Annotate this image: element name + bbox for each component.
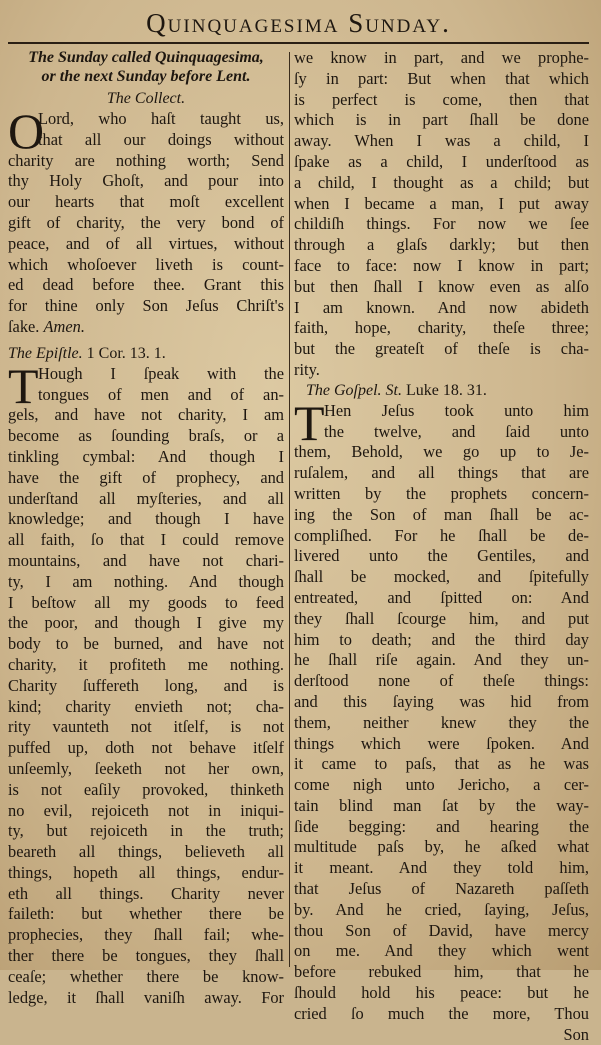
text-line	[294, 650, 589, 671]
epistle-continuation	[294, 48, 589, 381]
text-line-content: I am known. And now abideth	[294, 297, 589, 317]
text-line-content: underſtand all myſteries, and all	[8, 488, 284, 508]
gospel-reference: Luke 18. 31.	[406, 381, 487, 399]
text-line-content: cried ſo much the more, Thou	[294, 1003, 589, 1023]
text-line	[38, 385, 284, 406]
text-line	[38, 109, 284, 130]
text-line	[294, 921, 589, 942]
text-line	[294, 360, 589, 381]
text-line	[8, 676, 284, 697]
text-line	[294, 796, 589, 817]
text-line-content: ing the Son of man ſhall be ac-	[294, 504, 589, 524]
text-line-content: it came to paſs, that as he was	[294, 754, 589, 774]
text-line	[8, 275, 284, 296]
text-line-content: and this ſaying was hid from	[294, 691, 589, 711]
text-line-content: unſeemly, ſeeketh not her own,	[8, 758, 284, 778]
gospel-heading	[306, 381, 589, 401]
text-line-content: come nigh unto Jericho, a cer-	[294, 775, 589, 795]
text-line	[294, 505, 589, 526]
text-line	[8, 405, 284, 426]
text-line	[8, 593, 284, 614]
text-line-content: peace, and of all virtues, without	[8, 233, 284, 253]
text-line	[294, 298, 589, 319]
column-divider	[289, 52, 290, 967]
text-line	[8, 904, 284, 925]
text-line	[294, 194, 589, 215]
catchword: Son	[563, 1024, 589, 1044]
text-line	[8, 988, 284, 1009]
epistle-text	[8, 357, 284, 1009]
text-line	[294, 339, 589, 360]
text-line-content: tain blind man ſat by the way-	[294, 795, 589, 815]
text-line	[8, 234, 284, 255]
collect-dropcap: O	[8, 103, 45, 159]
text-line-content: on me. And they which went	[294, 941, 589, 961]
text-line	[294, 152, 589, 173]
text-line-content: tongues of men and of an-	[38, 384, 284, 404]
text-line	[294, 442, 589, 463]
text-line-content: but then ſhall I know even as alſo	[294, 276, 589, 296]
text-line	[8, 780, 284, 801]
text-line	[8, 572, 284, 593]
text-line-content: ed dead before thee. Grant this	[8, 275, 284, 295]
text-line-content: have the gift of prophecy, and	[8, 467, 284, 487]
text-line	[294, 837, 589, 858]
text-line-content: eth all things. Charity never	[8, 883, 284, 903]
text-line-content: thou Son of David, have mercy	[294, 920, 589, 940]
gospel-text	[294, 394, 589, 1025]
text-line	[294, 754, 589, 775]
text-line	[294, 277, 589, 298]
text-line-content: ſake.	[8, 316, 40, 336]
gospel-dropcap: T	[294, 394, 325, 451]
text-line	[8, 489, 284, 510]
text-line	[8, 530, 284, 551]
text-line	[8, 551, 284, 572]
text-line-content: ruſalem, and all things that are	[294, 463, 589, 483]
text-line-content: Hough I ſpeak with the	[38, 363, 284, 383]
sunday-title	[8, 48, 284, 86]
text-line-content: faith, hope, charity, theſe three;	[294, 318, 589, 338]
text-line	[38, 130, 284, 151]
text-line	[8, 759, 284, 780]
text-line	[294, 110, 589, 131]
text-line	[8, 655, 284, 676]
text-line	[294, 671, 589, 692]
text-line	[8, 447, 284, 468]
text-line-content: them, neither knew they the	[294, 712, 589, 732]
text-line-content: a child, I thought as a child; but	[294, 172, 589, 192]
text-line	[8, 738, 284, 759]
text-line-content: which is in part ſhall be done	[294, 110, 589, 130]
text-line	[294, 941, 589, 962]
text-line-content: charity are nothing worth; Send	[8, 150, 284, 170]
text-line-content: he ſhall riſe again. And they un-	[294, 650, 589, 670]
text-line-content: Lord, who haſt taught us,	[38, 109, 284, 128]
text-line-content: no evil, rejoiceth not in iniqui-	[8, 800, 284, 820]
text-line-content: ceaſe; whether there be know-	[8, 966, 284, 986]
text-line	[8, 151, 284, 172]
text-line-content: written by the prophets concern-	[294, 483, 589, 503]
text-line-content: beareth all things, believeth all	[8, 842, 284, 862]
text-line	[294, 692, 589, 713]
text-line-content: kind; charity envieth not; cha-	[8, 696, 284, 716]
text-line-content: knowledge; and though I have	[8, 509, 284, 529]
text-line	[294, 879, 589, 900]
epistle-heading-label: The Epiſtle.	[8, 344, 83, 362]
text-line-content: away. When I was a child, I	[294, 131, 589, 151]
text-line	[294, 173, 589, 194]
text-line-content: derſtood none of theſe things:	[294, 671, 589, 691]
text-line	[8, 255, 284, 276]
text-line-content: by. And he cried, ſaying, Jeſus,	[294, 899, 589, 919]
text-line-content: things, hopeth all things, endur-	[8, 862, 284, 882]
text-line-content: all faith, ſo that I could remove	[8, 530, 284, 550]
text-line	[8, 317, 284, 338]
text-line	[8, 884, 284, 905]
text-line	[294, 609, 589, 630]
text-line-content: ſhould hold his peace: but he	[294, 983, 589, 1003]
text-line-content: the twelve, and ſaid unto	[324, 421, 589, 441]
text-line	[294, 567, 589, 588]
text-line	[294, 256, 589, 277]
text-line-content: it meant. And they told him,	[294, 858, 589, 878]
text-line	[8, 509, 284, 530]
text-line	[294, 318, 589, 339]
text-line-content: ſhall be mocked, and ſpitefully	[294, 567, 589, 587]
text-line	[294, 817, 589, 838]
text-line	[8, 801, 284, 822]
text-line-content: is not eaſily provoked, thinketh	[8, 779, 284, 799]
text-line-content: we know in part, and we prophe-	[294, 48, 589, 67]
text-line	[8, 192, 284, 213]
text-line	[294, 630, 589, 651]
left-column	[8, 48, 284, 1008]
text-line	[294, 900, 589, 921]
amen: Amen.	[43, 316, 85, 336]
text-line-content: charity, it profiteth me nothing.	[8, 654, 284, 674]
text-line-content: them, Behold, we go up to Je-	[294, 442, 589, 462]
collect-text	[8, 103, 284, 338]
text-line	[294, 214, 589, 235]
text-line	[294, 962, 589, 983]
text-line	[8, 613, 284, 634]
text-line	[294, 69, 589, 90]
text-line	[8, 842, 284, 863]
text-line	[294, 775, 589, 796]
text-line-content: for thine only Son Jeſus Chriſt's	[8, 296, 284, 316]
text-line	[294, 858, 589, 879]
text-line-content: they ſhall ſcourge him, and put	[294, 608, 589, 628]
text-line-content: childiſh things. For now we ſee	[294, 214, 589, 234]
text-line	[294, 484, 589, 505]
text-line-content: prophecies, they ſhall fail; whe-	[8, 925, 284, 945]
text-line-content: multitude paſs by, he aſked what	[294, 837, 589, 857]
text-line-content: is perfect is come, then that	[294, 89, 589, 109]
text-line-content: Hen Jeſus took unto him	[324, 400, 589, 420]
text-line	[8, 863, 284, 884]
text-line-content: things which were ſpoken. And	[294, 733, 589, 753]
text-line	[8, 171, 284, 192]
text-line-content: face to face: now I know in part;	[294, 255, 589, 275]
text-line	[294, 131, 589, 152]
text-line	[8, 634, 284, 655]
text-line-content: I beſtow all my goods to feed	[8, 592, 284, 612]
text-line-content: faileth: but whether there be	[8, 904, 284, 924]
text-line	[294, 90, 589, 111]
text-line-content: him to death; and the third day	[294, 629, 589, 649]
text-line	[324, 422, 589, 443]
text-line	[294, 48, 589, 69]
text-line-content: ſpake as a child, I underſtood as	[294, 151, 589, 171]
text-line-content: the poor, and though I give my	[8, 613, 284, 633]
text-line-content: livered unto the Gentiles, and	[294, 546, 589, 566]
text-line-content: entreated, and ſpitted on: And	[294, 587, 589, 607]
text-line-content: gels, and have not charity, I am	[8, 405, 284, 425]
sunday-title-line-1: The Sunday called Quinquagesima,	[28, 49, 264, 66]
text-line	[8, 426, 284, 447]
text-line	[294, 588, 589, 609]
text-line	[294, 463, 589, 484]
text-line-content: ty, but rejoiceth in the truth;	[8, 821, 284, 841]
gospel-heading-label: The Goſpel. St.	[306, 381, 402, 399]
text-line	[8, 717, 284, 738]
text-line-content: mountains, and have not chari-	[8, 550, 284, 570]
text-line-content: thy Holy Ghoſt, and pour into	[8, 171, 284, 191]
text-line-content: which whoſoever liveth is count-	[8, 254, 284, 274]
epistle-reference: 1 Cor. 13. 1.	[86, 344, 166, 362]
text-line	[294, 546, 589, 567]
text-line-content: Charity ſuffereth long, and is	[8, 675, 284, 695]
text-line-content: ty, I am nothing. And though	[8, 571, 284, 591]
text-line-content: our hearts that moſt excellent	[8, 192, 284, 212]
text-line-content: tinkling cymbal: And though I	[8, 446, 284, 466]
text-line-content: that Jeſus of Nazareth paſſeth	[294, 879, 589, 899]
text-line	[294, 235, 589, 256]
text-line-content: rity.	[294, 359, 320, 379]
text-line-content: ledge, it ſhall vaniſh away. For	[8, 987, 284, 1007]
text-line-content: before rebuked him, that he	[294, 962, 589, 982]
text-line	[8, 697, 284, 718]
text-line-content: puffed up, doth not behave itſelf	[8, 738, 284, 758]
text-line-content: rity vaunteth not itſelf, is not	[8, 717, 284, 737]
epistle-heading	[8, 344, 284, 364]
text-line	[294, 734, 589, 755]
text-line	[8, 925, 284, 946]
text-line-content: ther there be tongues, they ſhall	[8, 946, 284, 966]
text-line-content: gift of charity, the very bond of	[8, 212, 284, 232]
text-line	[294, 1004, 589, 1025]
text-line-content: through a glaſs darkly; but then	[294, 235, 589, 255]
text-line-content: when I became a man, I put away	[294, 193, 589, 213]
two-column-body	[8, 48, 589, 1044]
text-line-content: compliſhed. For he ſhall be de-	[294, 525, 589, 545]
text-line-content: but the greateſt of theſe is cha-	[294, 339, 589, 359]
text-line-content: become as ſounding braſs, or a	[8, 426, 284, 446]
text-line	[8, 213, 284, 234]
text-line	[324, 401, 589, 422]
text-line	[8, 468, 284, 489]
text-line	[8, 296, 284, 317]
text-line-content: ſy in part: But when that which	[294, 68, 589, 88]
text-line	[294, 983, 589, 1004]
text-line-content: ſide begging: and hearing the	[294, 816, 589, 836]
sunday-title-line-2: or the next Sunday before Lent.	[41, 68, 251, 85]
text-line	[8, 821, 284, 842]
page-title: Quinquagesima Sunday.	[8, 6, 589, 44]
text-line	[294, 713, 589, 734]
right-column	[294, 48, 589, 1045]
text-line	[38, 364, 284, 385]
text-line	[294, 526, 589, 547]
text-line-content: that all our doings without	[38, 129, 284, 149]
epistle-dropcap: T	[8, 357, 39, 414]
collect-heading: The Collect.	[106, 90, 186, 107]
text-line	[8, 946, 284, 967]
text-line-content: body to be burned, and have not	[8, 634, 284, 654]
